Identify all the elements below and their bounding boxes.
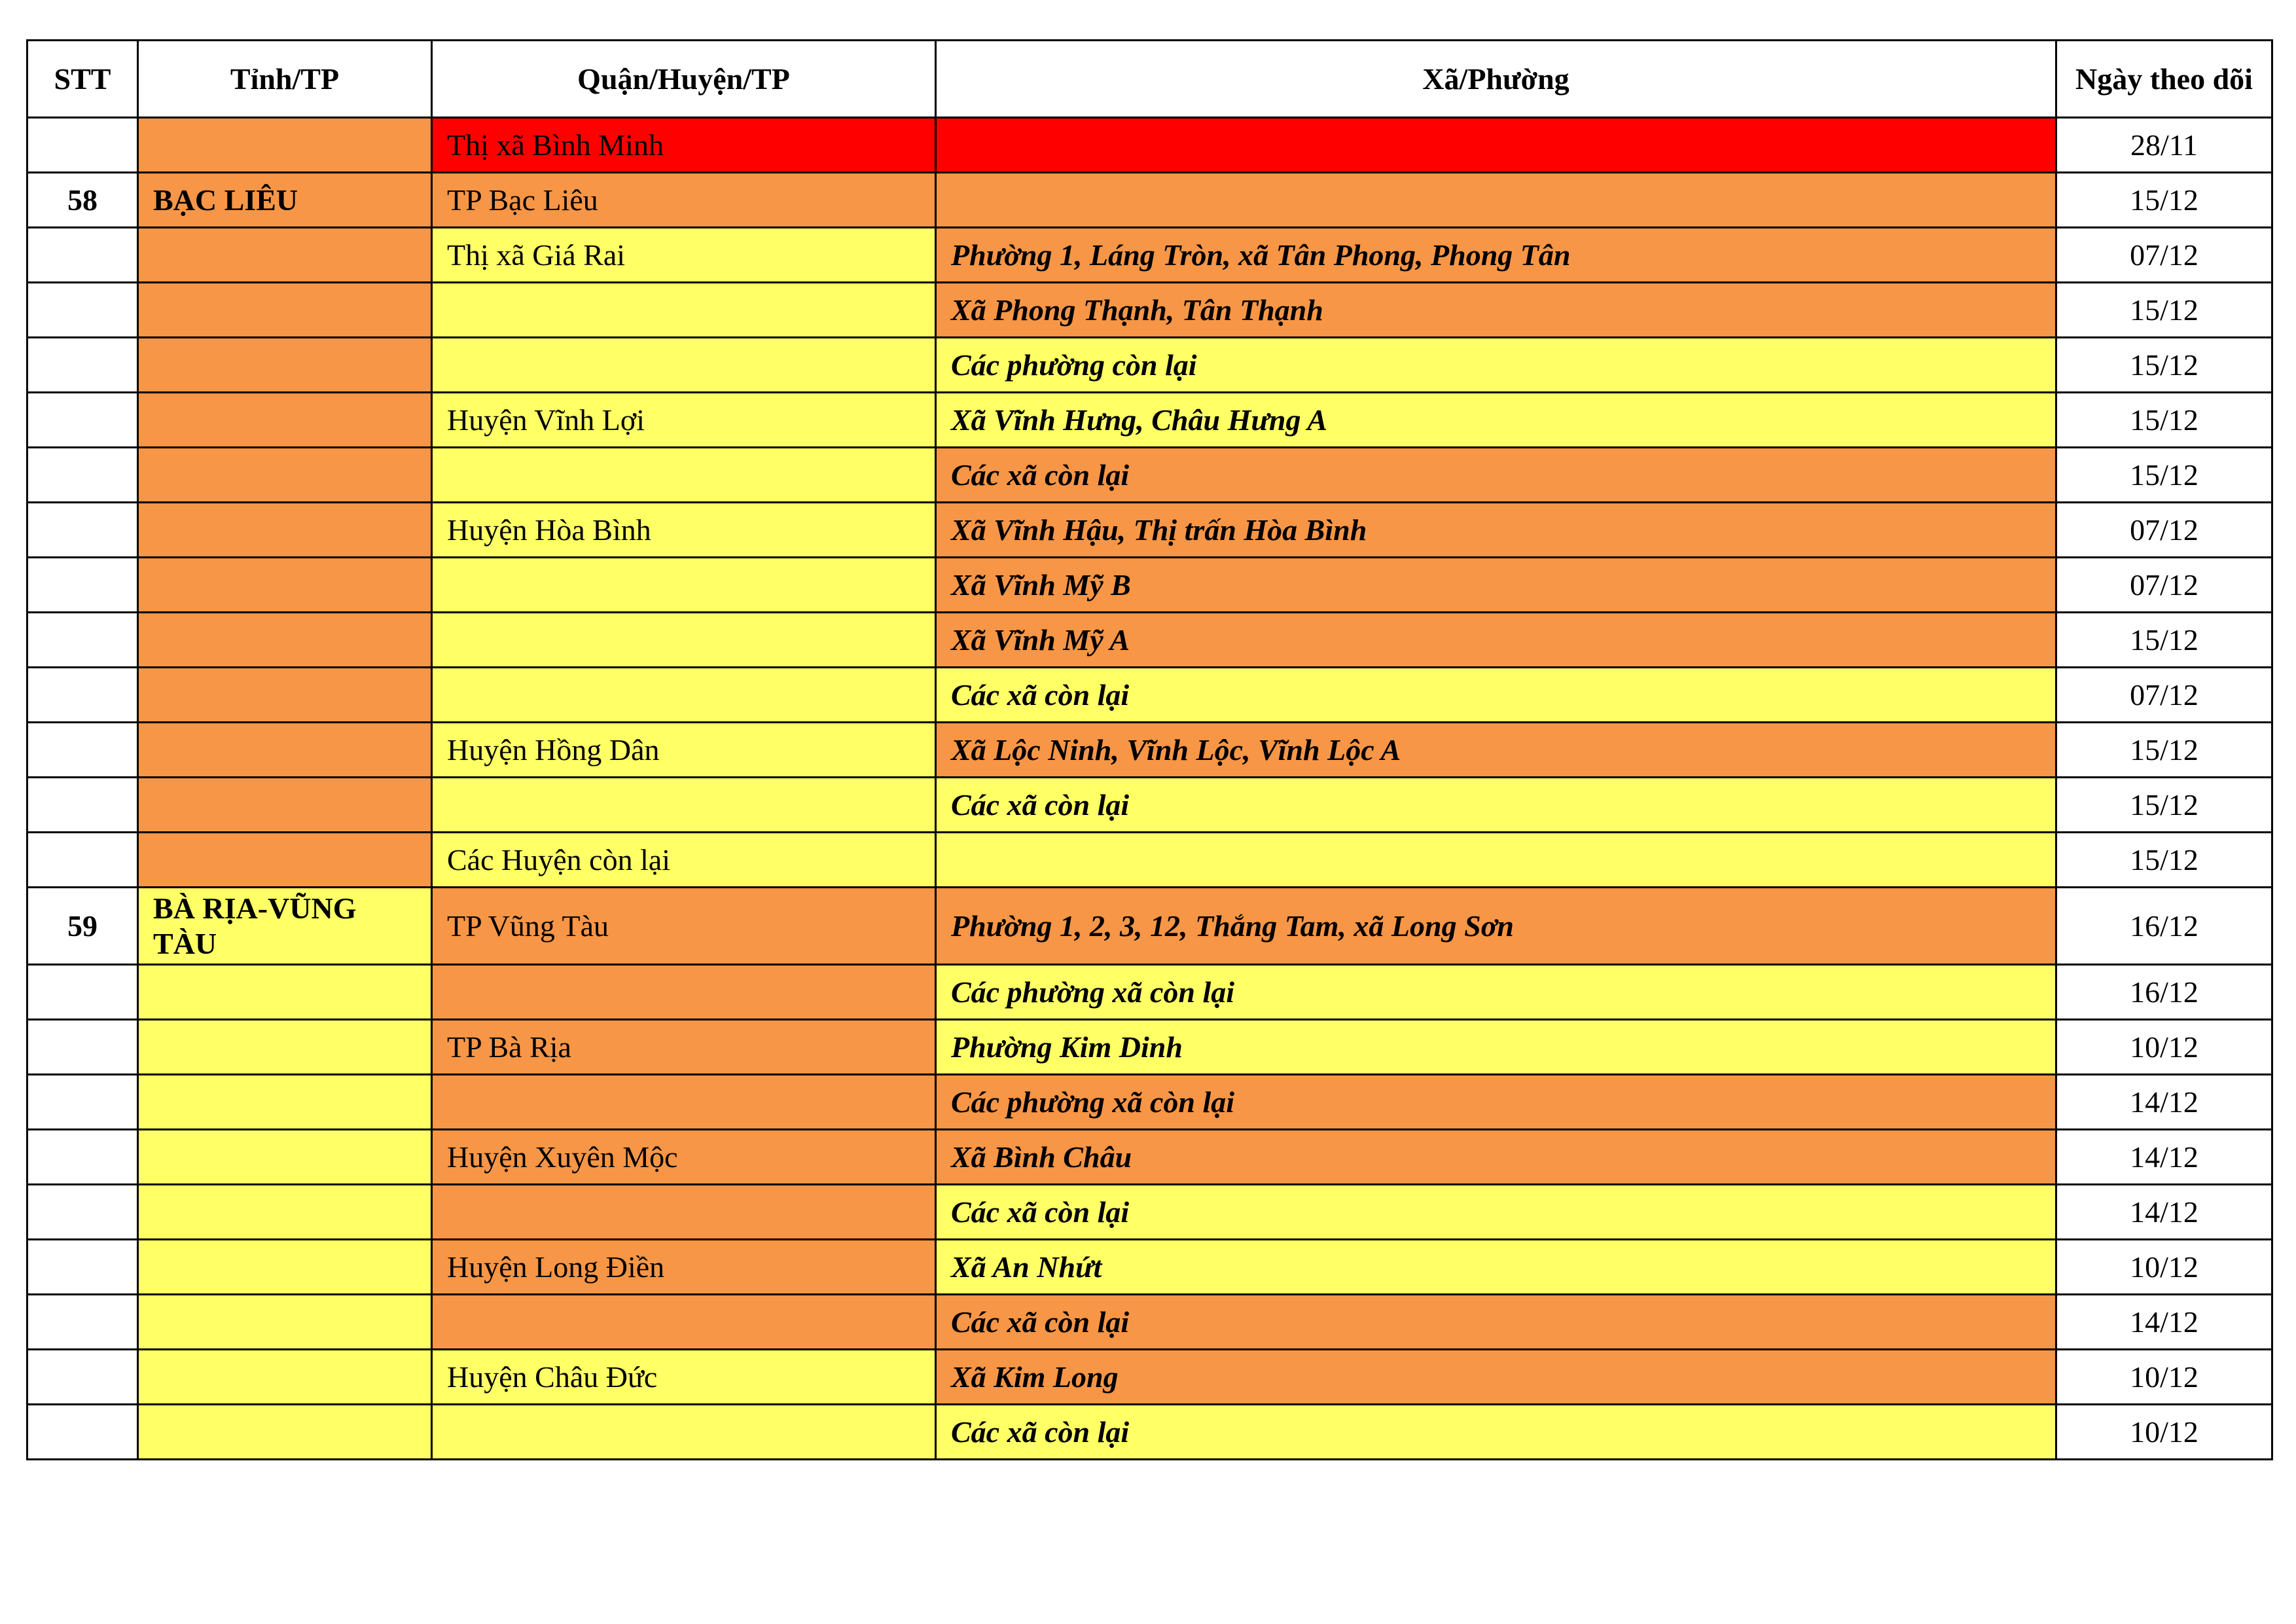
province-cell (138, 118, 432, 173)
stt-cell (27, 558, 138, 613)
ward-cell: Xã Kim Long (936, 1350, 2056, 1405)
ward-cell (936, 833, 2056, 888)
province-cell (138, 558, 432, 613)
district-cell: Huyện Xuyên Mộc (432, 1130, 936, 1185)
table-row (27, 503, 2272, 558)
province-cell (138, 833, 432, 888)
province-cell (138, 613, 432, 668)
stt-cell (27, 283, 138, 338)
ward-cell: Xã Lộc Ninh, Vĩnh Lộc, Vĩnh Lộc A (936, 723, 2056, 778)
stt-cell (27, 723, 138, 778)
table-row (27, 283, 2272, 338)
tracking-table (26, 39, 2273, 1460)
district-cell (432, 558, 936, 613)
district-cell (432, 1075, 936, 1130)
stt-cell (27, 833, 138, 888)
ward-cell: Các xã còn lại (936, 1185, 2056, 1240)
stt-cell (27, 1350, 138, 1405)
date-cell: 15/12 (2056, 338, 2272, 393)
province-cell (138, 965, 432, 1020)
date-cell: 15/12 (2056, 173, 2272, 228)
district-cell (432, 338, 936, 393)
province-cell (138, 778, 432, 833)
date-cell: 16/12 (2056, 965, 2272, 1020)
table-header-row (27, 41, 2272, 118)
province-cell (138, 1130, 432, 1185)
district-cell: Thị xã Bình Minh (432, 118, 936, 173)
table-row (27, 118, 2272, 173)
district-cell (432, 283, 936, 338)
province-cell (138, 503, 432, 558)
ward-cell: Các xã còn lại (936, 778, 2056, 833)
header-province: Tỉnh/TP (138, 41, 432, 118)
table-row (27, 613, 2272, 668)
district-cell: Huyện Hòa Bình (432, 503, 936, 558)
header-stt: STT (27, 41, 138, 118)
table-row (27, 1185, 2272, 1240)
ward-cell: Các xã còn lại (936, 668, 2056, 723)
stt-cell: 58 (27, 173, 138, 228)
date-cell: 15/12 (2056, 613, 2272, 668)
district-cell: Huyện Châu Đức (432, 1350, 936, 1405)
stt-cell (27, 1075, 138, 1130)
district-cell: Huyện Long Điền (432, 1240, 936, 1295)
date-cell: 16/12 (2056, 888, 2272, 965)
district-cell: TP Bạc Liêu (432, 173, 936, 228)
stt-cell (27, 965, 138, 1020)
ward-cell: Xã Vĩnh Mỹ A (936, 613, 2056, 668)
ward-cell: Các xã còn lại (936, 1405, 2056, 1460)
district-cell: TP Bà Rịa (432, 1020, 936, 1075)
ward-cell: Xã Bình Châu (936, 1130, 2056, 1185)
province-cell (138, 1240, 432, 1295)
date-cell: 14/12 (2056, 1130, 2272, 1185)
ward-cell: Xã An Nhứt (936, 1240, 2056, 1295)
table-row (27, 778, 2272, 833)
ward-cell: Phường 1, 2, 3, 12, Thắng Tam, xã Long Sơn (936, 888, 2056, 965)
stt-cell (27, 613, 138, 668)
stt-cell (27, 1405, 138, 1460)
province-cell (138, 1295, 432, 1350)
date-cell: 07/12 (2056, 668, 2272, 723)
province-cell (138, 228, 432, 283)
table-row (27, 393, 2272, 448)
district-cell (432, 668, 936, 723)
ward-cell (936, 118, 2056, 173)
stt-cell (27, 668, 138, 723)
province-cell (138, 338, 432, 393)
date-cell: 14/12 (2056, 1185, 2272, 1240)
table-row (27, 1130, 2272, 1185)
stt-cell (27, 228, 138, 283)
stt-cell (27, 448, 138, 503)
date-cell: 10/12 (2056, 1240, 2272, 1295)
date-cell: 14/12 (2056, 1075, 2272, 1130)
province-cell: BÀ RỊA-VŨNG TÀU (138, 888, 432, 965)
ward-cell: Các xã còn lại (936, 1295, 2056, 1350)
province-cell: BẠC LIÊU (138, 173, 432, 228)
date-cell: 07/12 (2056, 558, 2272, 613)
date-cell: 14/12 (2056, 1295, 2272, 1350)
header-district: Quận/Huyện/TP (432, 41, 936, 118)
district-cell: Thị xã Giá Rai (432, 228, 936, 283)
table-row (27, 173, 2272, 228)
ward-cell: Các phường xã còn lại (936, 1075, 2056, 1130)
table-row (27, 1405, 2272, 1460)
table-row (27, 965, 2272, 1020)
ward-cell: Xã Vĩnh Hậu, Thị trấn Hòa Bình (936, 503, 2056, 558)
province-cell (138, 1350, 432, 1405)
province-cell (138, 1185, 432, 1240)
header-ward: Xã/Phường (936, 41, 2056, 118)
district-cell: Huyện Hồng Dân (432, 723, 936, 778)
table-row (27, 448, 2272, 503)
district-cell: Huyện Vĩnh Lợi (432, 393, 936, 448)
stt-cell: 59 (27, 888, 138, 965)
ward-cell: Phường Kim Dinh (936, 1020, 2056, 1075)
stt-cell (27, 393, 138, 448)
date-cell: 10/12 (2056, 1405, 2272, 1460)
date-cell: 15/12 (2056, 448, 2272, 503)
date-cell: 07/12 (2056, 228, 2272, 283)
province-cell (138, 283, 432, 338)
header-date: Ngày theo dõi (2056, 41, 2272, 118)
ward-cell: Xã Vĩnh Mỹ B (936, 558, 2056, 613)
ward-cell: Các phường xã còn lại (936, 965, 2056, 1020)
date-cell: 15/12 (2056, 778, 2272, 833)
province-cell (138, 1075, 432, 1130)
date-cell: 28/11 (2056, 118, 2272, 173)
province-cell (138, 723, 432, 778)
table-row (27, 833, 2272, 888)
ward-cell: Xã Phong Thạnh, Tân Thạnh (936, 283, 2056, 338)
table-row (27, 1020, 2272, 1075)
stt-cell (27, 1130, 138, 1185)
ward-cell: Phường 1, Láng Tròn, xã Tân Phong, Phong Tân (936, 228, 2056, 283)
table-row (27, 668, 2272, 723)
province-cell (138, 448, 432, 503)
stt-cell (27, 503, 138, 558)
province-cell (138, 668, 432, 723)
table-row (27, 228, 2272, 283)
stt-cell (27, 1020, 138, 1075)
district-cell (432, 965, 936, 1020)
table-row (27, 1350, 2272, 1405)
table-row (27, 558, 2272, 613)
district-cell: TP Vũng Tàu (432, 888, 936, 965)
stt-cell (27, 778, 138, 833)
district-cell (432, 613, 936, 668)
district-cell (432, 1295, 936, 1350)
ward-cell: Các phường còn lại (936, 338, 2056, 393)
district-cell (432, 778, 936, 833)
ward-cell: Xã Vĩnh Hưng, Châu Hưng A (936, 393, 2056, 448)
date-cell: 15/12 (2056, 833, 2272, 888)
ward-cell: Các xã còn lại (936, 448, 2056, 503)
province-cell (138, 1405, 432, 1460)
stt-cell (27, 338, 138, 393)
table-row (27, 723, 2272, 778)
district-cell (432, 448, 936, 503)
table-body (27, 118, 2272, 1460)
province-cell (138, 393, 432, 448)
district-cell: Các Huyện còn lại (432, 833, 936, 888)
stt-cell (27, 1295, 138, 1350)
stt-cell (27, 118, 138, 173)
table-row (27, 1240, 2272, 1295)
date-cell: 07/12 (2056, 503, 2272, 558)
date-cell: 15/12 (2056, 283, 2272, 338)
district-cell (432, 1185, 936, 1240)
table-row (27, 888, 2272, 965)
table-row (27, 1075, 2272, 1130)
stt-cell (27, 1185, 138, 1240)
province-cell (138, 1020, 432, 1075)
stt-cell (27, 1240, 138, 1295)
date-cell: 10/12 (2056, 1350, 2272, 1405)
date-cell: 10/12 (2056, 1020, 2272, 1075)
date-cell: 15/12 (2056, 393, 2272, 448)
date-cell: 15/12 (2056, 723, 2272, 778)
table-row (27, 1295, 2272, 1350)
table-row (27, 338, 2272, 393)
district-cell (432, 1405, 936, 1460)
ward-cell (936, 173, 2056, 228)
